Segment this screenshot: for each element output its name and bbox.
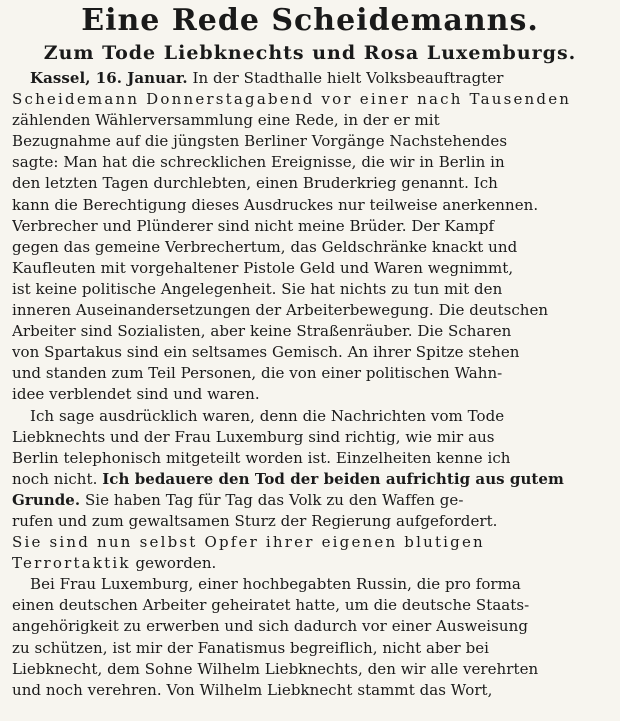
emphasis-text: Grunde. bbox=[12, 490, 81, 509]
text-line: Scheidemann Donnerstagabend vor einer nach Tausenden bbox=[12, 90, 572, 109]
article-subtitle: Zum Tode Liebknechts und Rosa Luxemburgs. bbox=[43, 42, 577, 64]
text-line: den letzten Tagen durchlebten, einen Bruderkrieg genannt. Ich bbox=[12, 174, 498, 193]
text-line: einen deutschen Arbeiter geheiratet hatte, um die deutsche Staats- bbox=[12, 596, 530, 615]
text-line: ist keine politische Angelegenheit. Sie hat nichts zu tun mit den bbox=[12, 279, 503, 298]
paragraph-3 bbox=[12, 574, 608, 701]
emphasis-text: Ich bedauere den Tod der beiden aufrichtig aus gutem bbox=[102, 469, 564, 488]
text-line: von Spartakus sind ein seltsames Gemisch. An ihrer Spitze stehen bbox=[12, 343, 520, 362]
text-line: Arbeiter sind Sozialisten, aber keine Straßenräuber. Die Scharen bbox=[12, 322, 512, 341]
text-line: Verbrecher und Plünderer sind nicht meine Brüder. Der Kampf bbox=[12, 216, 495, 235]
text-line: Sie sind nun selbst Opfer ihrer eigenen blutigen bbox=[12, 533, 485, 552]
dateline: Kassel, 16. Januar. bbox=[30, 69, 188, 87]
text-line: inneren Auseinandersetzungen der Arbeiterbewegung. Die deutschen bbox=[12, 301, 549, 320]
text-line: zu schützen, ist mir der Fanatismus begreiflich, nicht aber bei bbox=[12, 638, 490, 657]
paragraph-1 bbox=[12, 68, 608, 406]
article-title: Eine Rede Scheidemanns. bbox=[81, 3, 539, 38]
text-line: angehörigkeit zu erwerben und sich dadurch vor einer Ausweisung bbox=[12, 617, 528, 636]
text-line: rufen und zum gewaltsamen Sturz der Regierung aufgefordert. bbox=[12, 511, 498, 530]
text-line: und standen zum Teil Personen, die von einer politischen Wahn- bbox=[12, 364, 503, 383]
text-line: Liebknecht, dem Sohne Wilhelm Liebknechts, den wir alle verehrten bbox=[12, 659, 539, 678]
text-line: Bei Frau Luxemburg, einer hochbegabten Russin, die pro forma bbox=[30, 575, 521, 594]
text-line: sagte: Man hat die schrecklichen Ereignisse, die wir in Berlin in bbox=[12, 153, 505, 172]
text-line: Berlin telephonisch mitgeteilt worden ist. Einzelheiten kenne ich bbox=[12, 448, 511, 467]
text-line: Liebknechts und der Frau Luxemburg sind richtig, wie mir aus bbox=[12, 427, 495, 446]
text-line: gegen das gemeine Verbrechertum, das Geldschränke knackt und bbox=[12, 237, 518, 256]
text-line: Terrortaktik geworden. bbox=[12, 554, 217, 573]
text-line: Grunde. Sie haben Tag für Tag das Volk zu den Waffen ge- bbox=[12, 490, 464, 509]
text-line: und noch verehren. Von Wilhelm Liebknecht stammt das Wort, bbox=[12, 680, 493, 699]
text-line: noch nicht. Ich bedauere den Tod der beiden aufrichtig aus gutem bbox=[12, 469, 564, 488]
text-line: Kaufleuten mit vorgehaltener Pistole Geld und Waren wegnimmt, bbox=[12, 258, 514, 277]
text-line: kann die Berechtigung dieses Ausdruckes nur teilweise anerkennen. bbox=[12, 195, 539, 214]
text-line: Ich sage ausdrücklich waren, denn die Nachrichten vom Tode bbox=[30, 406, 505, 425]
text-line: Bezugnahme auf die jüngsten Berliner Vorgänge Nachstehendes bbox=[12, 132, 508, 151]
text-line: zählenden Wählerversammlung eine Rede, in der er mit bbox=[12, 111, 440, 130]
text-line: idee verblendet sind und waren. bbox=[12, 385, 260, 404]
text-line: Kassel, 16. Januar. In der Stadthalle hielt Volksbeauftragter bbox=[30, 69, 504, 87]
paragraph-2 bbox=[12, 406, 608, 575]
